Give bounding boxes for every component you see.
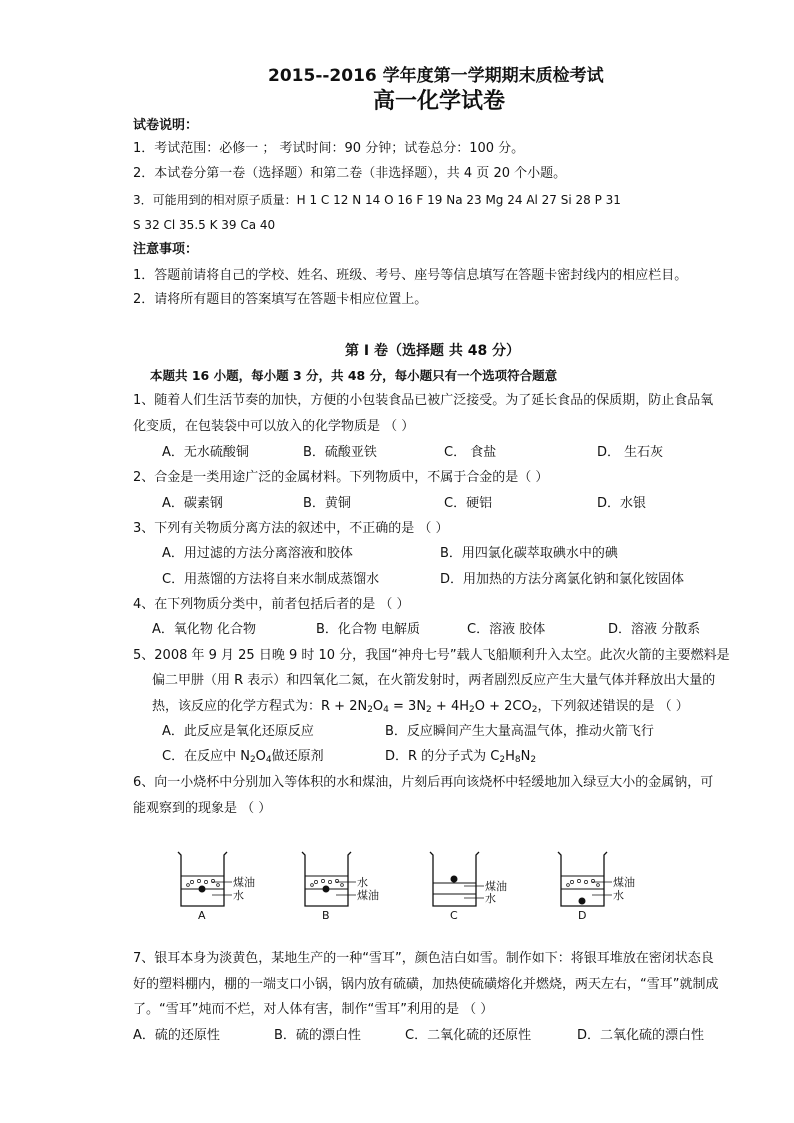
beaker-a-letter: A: [198, 909, 206, 922]
section-title: 第 I 卷（选择题 共 48 分）: [345, 343, 521, 359]
question-2-line-1: 2、合金是一类用途广泛的金属材料。下列物质中，不属于合金的是（ ）: [133, 470, 549, 485]
beaker-d-top-label: 煤油: [613, 876, 635, 889]
section-subtitle: 本题共 16 小题，每小题 3 分，共 48 分，每小题只有一个选项符合题意: [150, 368, 558, 383]
instruction-item-1: 1．考试范围：必修一 ； 考试时间：90 分钟；试卷总分：100 分。: [133, 141, 525, 156]
question-7-line-2: 好的塑料棚内，棚的一端支口小锅，锅内放有硫磺，加热使硫磺熔化并燃烧，两天左右，“雪耳”就制成: [133, 977, 719, 992]
question-6-line-2: 能观察到的现象是 （ ）: [133, 801, 272, 816]
q2-option-d: D．水银: [597, 496, 647, 511]
beaker-a-diagram: [176, 848, 266, 923]
note-item-1: 1．答题前请将自己的学校、姓名、班级、考号、座号等信息填写在答题卡密封线内的相应栏目。: [133, 268, 688, 283]
beaker-b-top-label: 水: [357, 876, 368, 889]
sodium-piece: [323, 886, 330, 893]
q3-option-b: B．用四氯化碳萃取碘水中的碘: [440, 546, 618, 561]
q5-option-d: D．R 的分子式为 $C_2H_8N_2$: [385, 749, 537, 765]
q1-option-a: A．无水硫酸铜: [162, 445, 249, 460]
q2-option-c: C．硬铝: [444, 496, 493, 511]
question-1-line-1: 1、随着人们生活节奏的加快，方便的小包装食品已被广泛接受。为了延长食品的保质期，防止食品氧: [133, 393, 714, 408]
beaker-b-bottom-label: 煤油: [357, 889, 379, 902]
q2-option-b: B．黄铜: [303, 496, 351, 511]
beaker-c-letter: C: [450, 909, 458, 922]
q3-option-d: D．用加热的方法分离氯化钠和氯化铵固体: [440, 572, 685, 587]
question-5-line-2: 偏二甲肼（用 R 表示）和四氧化二氮，在火箭发射时，两者剧烈反应产生大量气体并释放出大量的: [152, 673, 716, 688]
q4-option-c: C．溶液 胶体: [467, 622, 546, 637]
q3-option-a: A．用过滤的方法分离溶液和胶体: [162, 546, 353, 561]
sodium-piece: [199, 886, 206, 893]
instruction-item-3-cont: S 32 Cl 35.5 K 39 Ca 40: [133, 218, 276, 232]
beaker-a-bottom-label: 水: [233, 889, 244, 902]
q4-option-a: A．氧化物 化合物: [152, 622, 257, 637]
question-6-line-1: 6、向一小烧杯中分别加入等体积的水和煤油，片刻后再向该烧杯中轻缓地加入绿豆大小的金属钠，可: [133, 775, 714, 790]
q4-option-b: B．化合物 电解质: [316, 622, 421, 637]
q7-option-c: C．二氧化硫的还原性: [405, 1028, 532, 1043]
beaker-d-bottom-label: 水: [613, 889, 624, 902]
question-7-line-3: 了。“雪耳”炖而不烂，对人体有害，制作“雪耳”利用的是 （ ）: [133, 1002, 494, 1017]
q5-option-c: C．在反应中 $N_2O_4$做还原剂: [162, 749, 324, 765]
q7-option-a: A．硫的还原性: [133, 1028, 220, 1043]
beaker-d-letter: D: [578, 909, 587, 922]
beaker-c-diagram: [428, 848, 518, 923]
q3-option-c: C．用蒸馏的方法将自来水制成蒸馏水: [162, 572, 380, 587]
q5-option-a: A．此反应是氧化还原反应: [162, 724, 314, 739]
beaker-b-diagram: [300, 848, 390, 923]
exam-header-title: 2015--2016 学年度第一学期期末质检考试: [268, 66, 604, 86]
notes-heading: 注意事项：: [133, 242, 199, 257]
sodium-piece: [451, 876, 458, 883]
exam-subject-title: 高一化学试卷: [373, 89, 506, 114]
q7-option-d: D．二氧化硫的漂白性: [577, 1028, 705, 1043]
q1-option-d: D． 生石灰: [597, 445, 664, 460]
beaker-d: [556, 848, 646, 927]
q2-option-a: A．碳素钢: [162, 496, 223, 511]
sodium-piece: [579, 898, 586, 905]
q4-option-d: D．溶液 分散系: [608, 622, 701, 637]
instruction-item-2: 2．本试卷分第一卷（选择题）和第二卷（非选择题），共 4 页 20 个小题。: [133, 166, 567, 181]
q1-option-c: C． 食盐: [444, 445, 497, 460]
beaker-c-bottom-label: 水: [485, 892, 496, 905]
question-7-line-1: 7、银耳本身为淡黄色，某地生产的一种“雪耳”，颜色洁白如雪。制作如下：将银耳堆放在密闭状态良: [133, 951, 714, 966]
note-item-2: 2．请将所有题目的答案填写在答题卡相应位置上。: [133, 292, 428, 307]
q7-option-b: B．硫的漂白性: [274, 1028, 361, 1043]
question-4-line-1: 4、在下列物质分类中，前者包括后者的是 （ ）: [133, 597, 410, 612]
beaker-d-diagram: [556, 848, 646, 923]
question-3-line-1: 3、下列有关物质分离方法的叙述中，不正确的是 （ ）: [133, 521, 449, 536]
beaker-a: [176, 848, 266, 927]
question-1-line-2: 化变质，在包装袋中可以放入的化学物质是 （ ）: [133, 419, 415, 434]
question-5-equation-line: 热，该反应的化学方程式为：$R + 2N_2O_4 = 3N_2 + 4H_2O + 2CO_2$，下列叙述错误的是 （ ）: [152, 699, 689, 715]
instruction-item-3: 3．可能用到的相对原子质量：H 1 C 12 N 14 O 16 F 19 Na 23 Mg 24 Al 27 Si 28 P 31: [133, 193, 621, 207]
instructions-heading: 试卷说明：: [133, 118, 199, 133]
q1-option-b: B．硫酸亚铁: [303, 445, 377, 460]
question-5-line-1: 5、2008 年 9 月 25 日晚 9 时 10 分，我国“神舟七号”载人飞船顺利升入太空。此次火箭的主要燃料是: [133, 648, 730, 663]
beaker-b-letter: B: [322, 909, 330, 922]
beaker-c-top-label: 煤油: [485, 880, 507, 893]
beaker-a-top-label: 煤油: [233, 876, 255, 889]
beaker-c: [428, 848, 518, 927]
beaker-b: [300, 848, 390, 927]
q5-option-b: B．反应瞬间产生大量高温气体，推动火箭飞行: [385, 724, 654, 739]
